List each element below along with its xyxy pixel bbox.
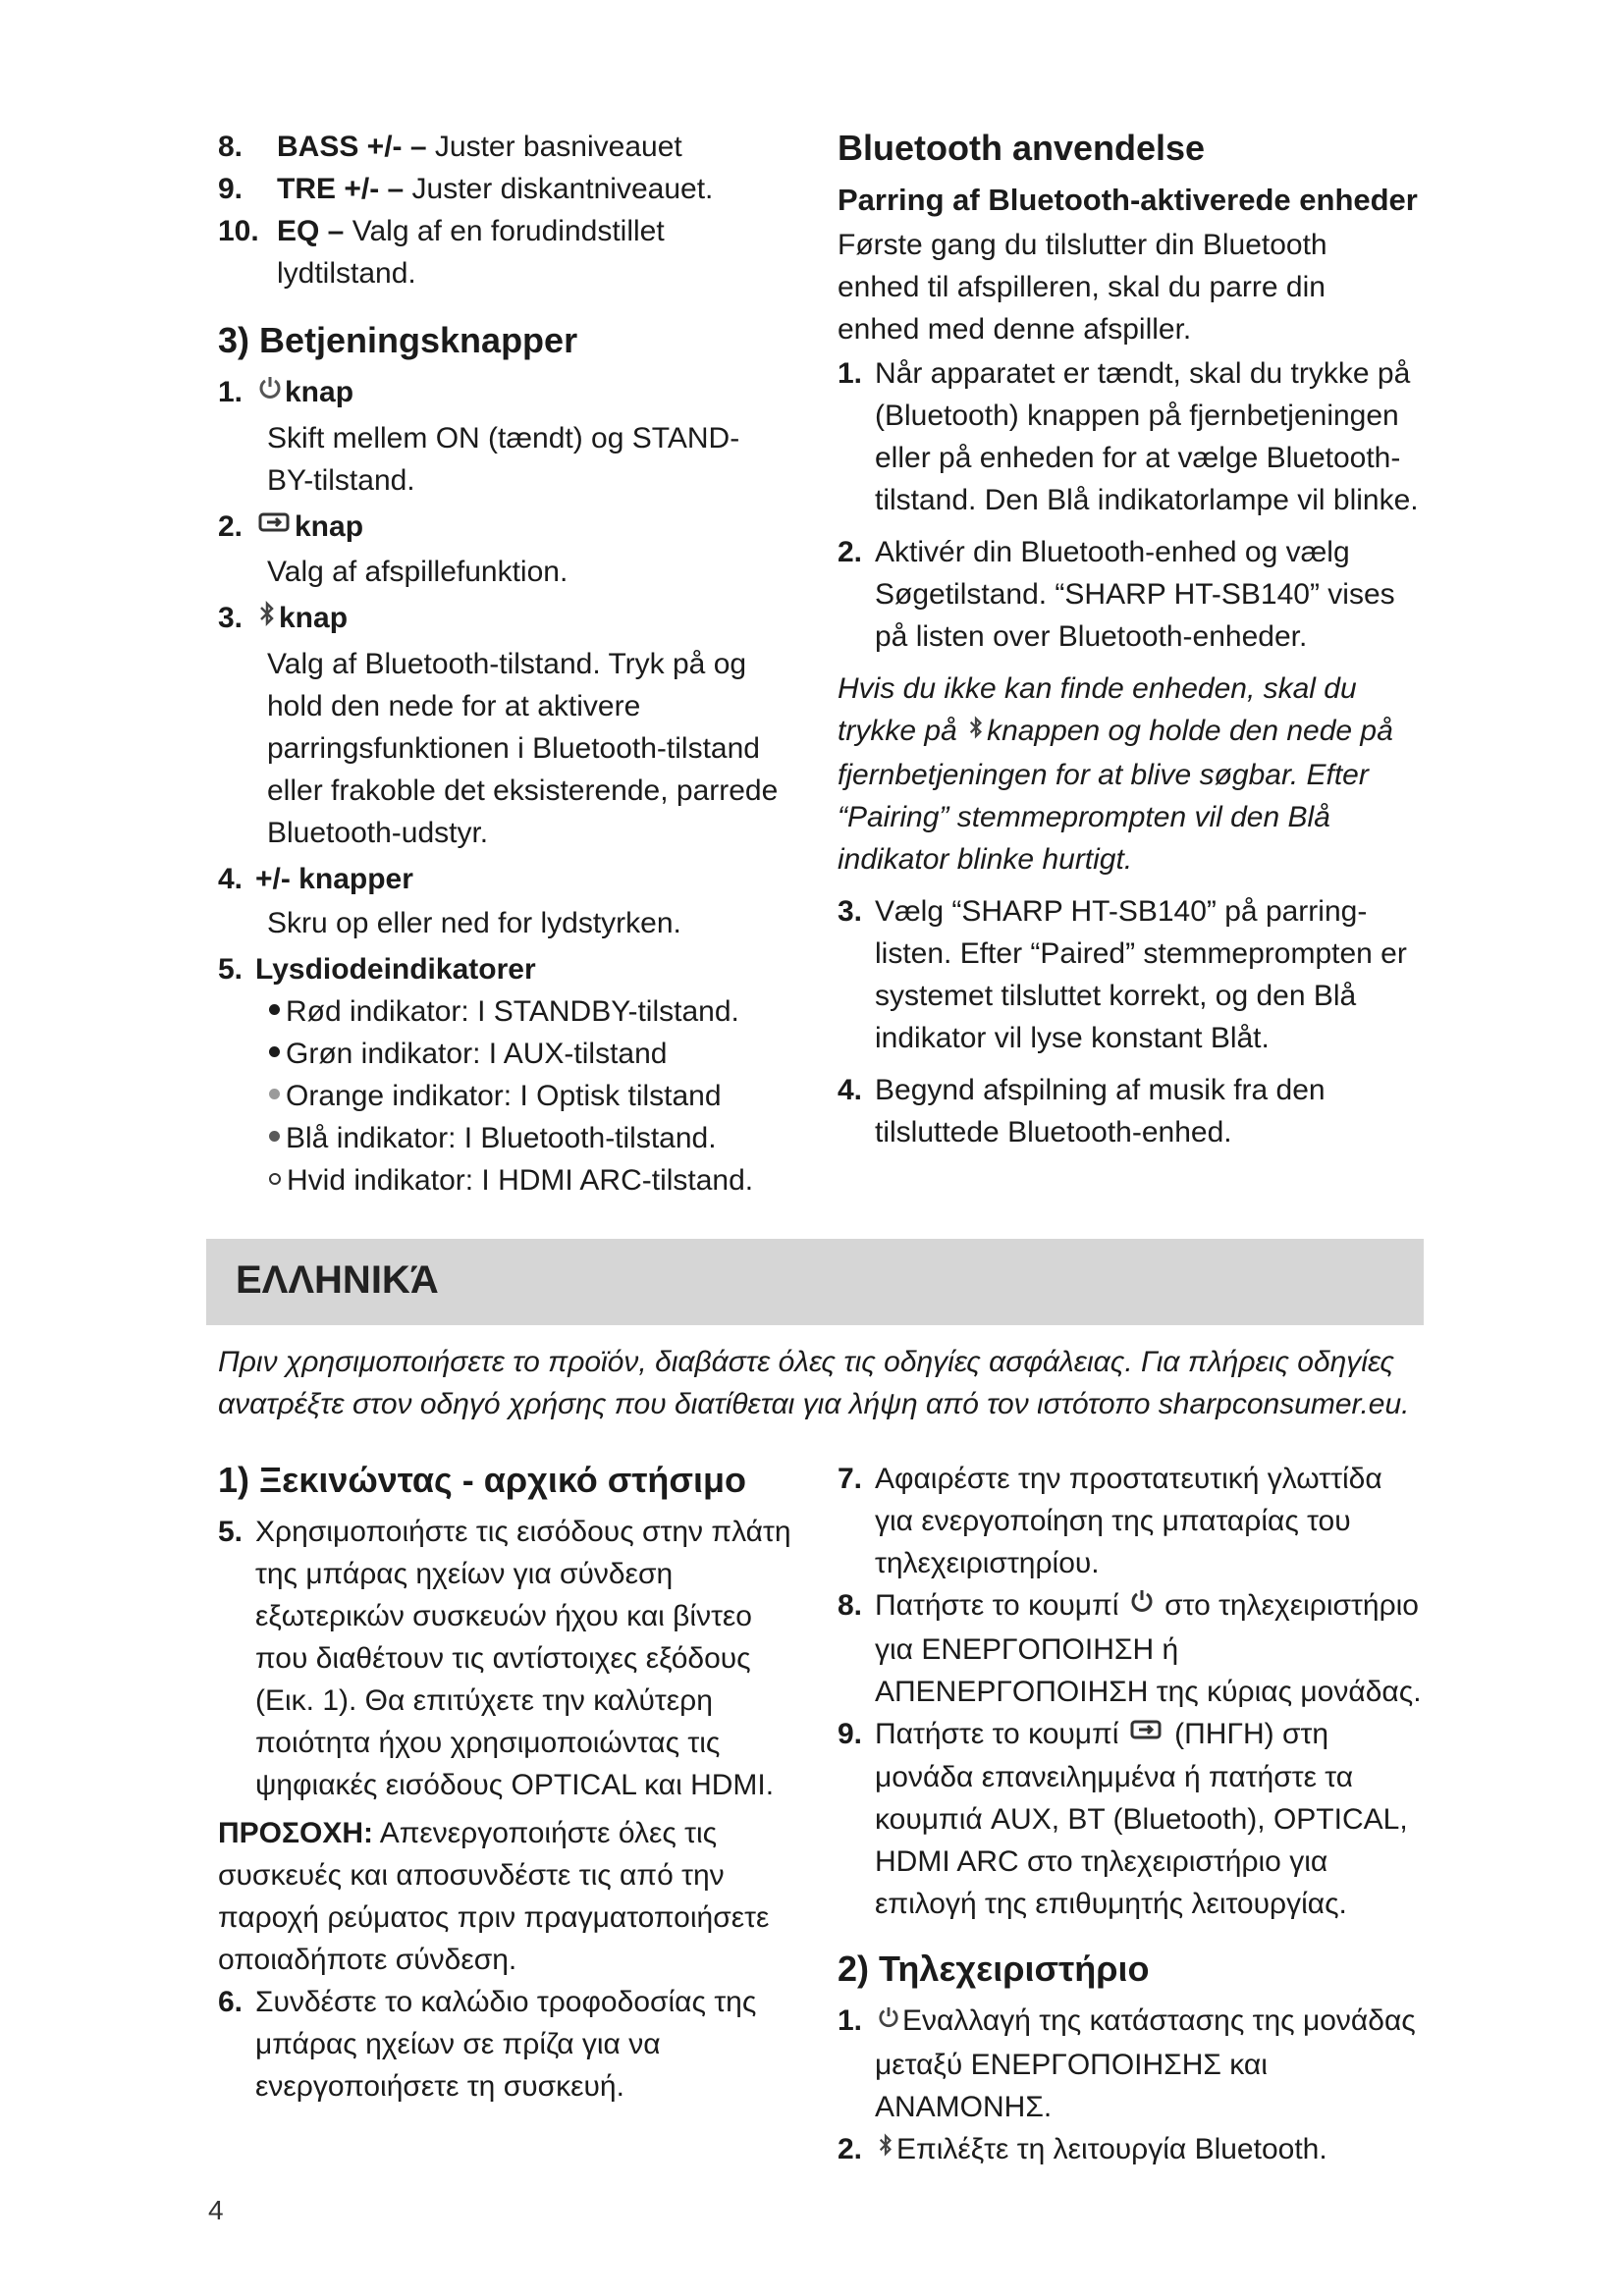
indicator-item <box>218 1117 792 1159</box>
sub-heading: Parring af Bluetooth-aktiverede enheder <box>838 183 1418 217</box>
bluetooth-icon <box>258 596 276 638</box>
bluetooth-icon <box>878 2126 893 2168</box>
item-text: Αφαιρέστε την προστατευτική γλωττίδα για ενεργοποίηση της μπαταρίας του τηλεχειριστηρίου. <box>875 1463 1382 1579</box>
danish-right-column <box>838 126 1427 1153</box>
item-text: Aktivér din Bluetooth-enhed og vælg Søgetilstand. “SHARP HT-SB140” vises på listen over Bluetooth-enheder. <box>875 536 1395 653</box>
item-description: Valg af Bluetooth-tilstand. Tryk på og hold den nede for at aktivere parringsfunktionen i Bluetooth-tilstand eller frakoble det eksisterende, parrede Bluetooth-udstyr. <box>267 647 779 849</box>
page-number: 4 <box>208 2195 224 2225</box>
caution-label: ΠΡΟΣΟΧΗ: <box>218 1817 374 1849</box>
item-key: BASS +/- – <box>277 131 427 163</box>
section-heading: 1) Ξεκινώντας - αρχικό στήσιμο <box>218 1460 747 1500</box>
item-number: 9. <box>218 173 244 205</box>
item-text: Begynd afspilning af musik fra den tilsluttede Bluetooth-enhed. <box>875 1073 1326 1148</box>
list-item <box>838 1458 1427 1584</box>
item-number: 8. <box>218 131 244 163</box>
item-number: 9. <box>838 1717 863 1750</box>
section-heading: 3) Betjeningsknapper <box>218 320 578 360</box>
green-indicator-dot <box>269 1046 280 1057</box>
danish-left-column <box>218 126 792 1201</box>
white-indicator-dot <box>269 1173 281 1185</box>
button-label: knap <box>295 509 364 543</box>
source-icon <box>258 504 292 546</box>
item-text: Εναλλαγή της κατάστασης της μονάδας μεταξύ ΕΝΕΡΓΟΠΟΙΗΣΗΣ και ΑΝΑΜΟΝΗΣ. <box>875 2004 1416 2123</box>
greek-intro: Πριν χρησιμοποιήσετε το προϊόν, διαβάστε όλες τις οδηγίες ασφάλειας. Για πλήρεις οδηγίες ανατρέξτε στον οδηγό χρήσης που διατίθεται για λήψη από τον ιστότοπο sharpconsumer.eu. <box>218 1346 1410 1420</box>
greek-left-column <box>218 1458 802 2108</box>
caution-text: Απενεργοποιήστε όλες τις συσκευές και αποσυνδέστε τις από την παροχή ρεύματος πριν πραγματοποιήσετε οποιαδήποτε σύνδεση. <box>218 1817 770 1976</box>
item-number: 3. <box>218 602 244 635</box>
red-indicator-dot <box>269 1004 280 1015</box>
item-text: Πατήστε το κουμπί <box>875 1589 1119 1622</box>
blue-indicator-dot <box>269 1131 280 1142</box>
button-label: Lysdiodeindikatorer <box>255 952 536 986</box>
item-key: EQ – <box>277 215 345 247</box>
item-number: 2. <box>838 2132 863 2165</box>
button-label: +/- knapper <box>255 862 413 895</box>
item-number: 7. <box>838 1463 863 1495</box>
item-number: 1. <box>218 376 244 408</box>
item-text: Når apparatet er tændt, skal du trykke på (Bluetooth) knappen på fjernbetjeningen eller på enheden for at vælge Bluetooth-tilstand. Den Blå indikatorlampe vil blinke. <box>875 357 1419 516</box>
indicator-text: Orange indikator: I Optisk tilstand <box>286 1079 722 1112</box>
note-text: knappen og holde den nede på fjernbetjeningen for at blive søgbar. Efter “Pairing” stemmeprompten vil den Blå indikator blinke hurtigt. <box>838 715 1393 876</box>
paragraph: Første gang du tilslutter din Bluetooth enhed til afspilleren, skal du parre din enhed med denne afspiller. <box>838 229 1327 346</box>
button-label: knap <box>285 376 354 408</box>
item-number: 5. <box>218 952 244 986</box>
power-icon <box>878 1999 899 2041</box>
item-text: (ΠΗΓΗ) στη μονάδα επανειλημμένα ή πατήστε τα κουμπιά AUX, BT (Bluetooth), OPTICAL, HDMI ARC στο τηλεχειριστήριο για επιλογή της επιθυμητής λειτουργίας. <box>875 1717 1408 1921</box>
item-number: 8. <box>838 1589 863 1622</box>
note-paragraph <box>838 667 1427 881</box>
item-text: Επιλέξτε τη λειτουργία Bluetooth. <box>896 2132 1327 2165</box>
indicator-item <box>218 1159 792 1201</box>
item-number: 6. <box>218 1986 244 2018</box>
indicator-item <box>218 1033 792 1075</box>
item-number: 4. <box>218 862 244 895</box>
item-text: Πατήστε το κουμπί <box>875 1717 1119 1750</box>
list-item <box>218 948 792 990</box>
language-banner <box>206 1239 1424 1325</box>
item-text: στο τηλεχειριστήριο για ΕΝΕΡΓΟΠΟΙΗΣΗ ή ΑΠΕΝΕΡΓΟΠΟΙΗΣΗ της κύριας μονάδας. <box>875 1589 1422 1708</box>
item-text: Juster basniveauet <box>426 131 682 163</box>
list-item <box>218 210 792 294</box>
power-icon <box>258 370 282 412</box>
greek-right-column <box>838 1458 1427 2171</box>
section-heading: Bluetooth anvendelse <box>838 128 1206 168</box>
power-icon <box>1130 1583 1154 1626</box>
item-text: Juster diskantniveauet. <box>404 173 714 205</box>
list-item <box>218 1981 802 2108</box>
item-number: 1. <box>838 357 863 390</box>
list-item <box>218 597 792 641</box>
indicator-text: Rød indikator: I STANDBY-tilstand. <box>286 994 739 1028</box>
indicator-item <box>218 1075 792 1117</box>
caution-paragraph <box>218 1812 802 1981</box>
indicator-text: Blå indikator: I Bluetooth-tilstand. <box>286 1121 717 1154</box>
item-number: 2. <box>218 509 244 543</box>
button-label: knap <box>279 602 349 635</box>
indicator-item <box>218 990 792 1033</box>
list-item <box>838 352 1427 521</box>
list-item <box>218 126 792 168</box>
section-heading: 2) Τηλεχειριστήριο <box>838 1949 1150 1990</box>
source-icon <box>1130 1711 1164 1753</box>
item-number: 3. <box>838 894 863 928</box>
orange-indicator-dot <box>269 1089 280 1099</box>
language-title: ΕΛΛΗΝΙΚΆ <box>236 1258 439 1302</box>
item-number: 4. <box>838 1073 863 1106</box>
item-number: 5. <box>218 1516 244 1548</box>
item-text: Valg af en forudindstillet lydtilstand. <box>277 215 665 290</box>
list-item <box>838 890 1427 1059</box>
list-item <box>838 2128 1427 2172</box>
item-number: 2. <box>838 536 863 568</box>
list-item <box>218 168 792 210</box>
item-number: 1. <box>838 2004 863 2038</box>
indicator-text: Hvid indikator: I HDMI ARC-tilstand. <box>287 1163 754 1197</box>
bluetooth-icon <box>968 709 984 751</box>
list-item <box>218 371 792 415</box>
item-description: Skift mellem ON (tændt) og STAND-BY-tilstand. <box>267 421 740 497</box>
list-item <box>838 531 1427 658</box>
item-description: Valg af afspillefunktion. <box>267 556 568 589</box>
item-text: Συνδέστε το καλώδιο τροφοδοσίας της μπάρας ηχείων σε πρίζα για να ενεργοποιήσετε τη συσκευή. <box>255 1986 757 2103</box>
item-text: Vælg “SHARP HT-SB140” på parring-listen. Efter “Paired” stemmeprompten er systemet tilsluttet korrekt, og den Blå indikator vil lyse konstant Blåt. <box>875 894 1407 1054</box>
note-text: Hvis du ikke kan finde enheden, skal du trykke på <box>838 672 1357 747</box>
item-number: 10. <box>218 215 259 247</box>
item-key: TRE +/- – <box>277 173 405 205</box>
indicator-text: Grøn indikator: I AUX-tilstand <box>286 1037 668 1070</box>
list-item <box>218 506 792 550</box>
list-item <box>218 1511 802 1806</box>
list-item <box>838 1069 1427 1153</box>
list-item <box>838 1713 1427 1926</box>
item-text: Χρησιμοποιήστε τις εισόδους στην πλάτη της μπάρας ηχείων για σύνδεση εξωτερικών συσκευών ήχου και βίντεο που διαθέτουν τις αντίστοιχες εξόδους (Εικ. 1). Θα επιτύχετε την καλύτερη ποιότητα ήχου χρησιμοποιώντας τις ψηφιακές εισόδους OPTICAL και HDMI. <box>255 1516 791 1801</box>
list-item <box>218 858 792 900</box>
list-item <box>838 2000 1427 2128</box>
list-item <box>838 1584 1427 1713</box>
item-description: Skru op eller ned for lydstyrken. <box>267 906 681 939</box>
